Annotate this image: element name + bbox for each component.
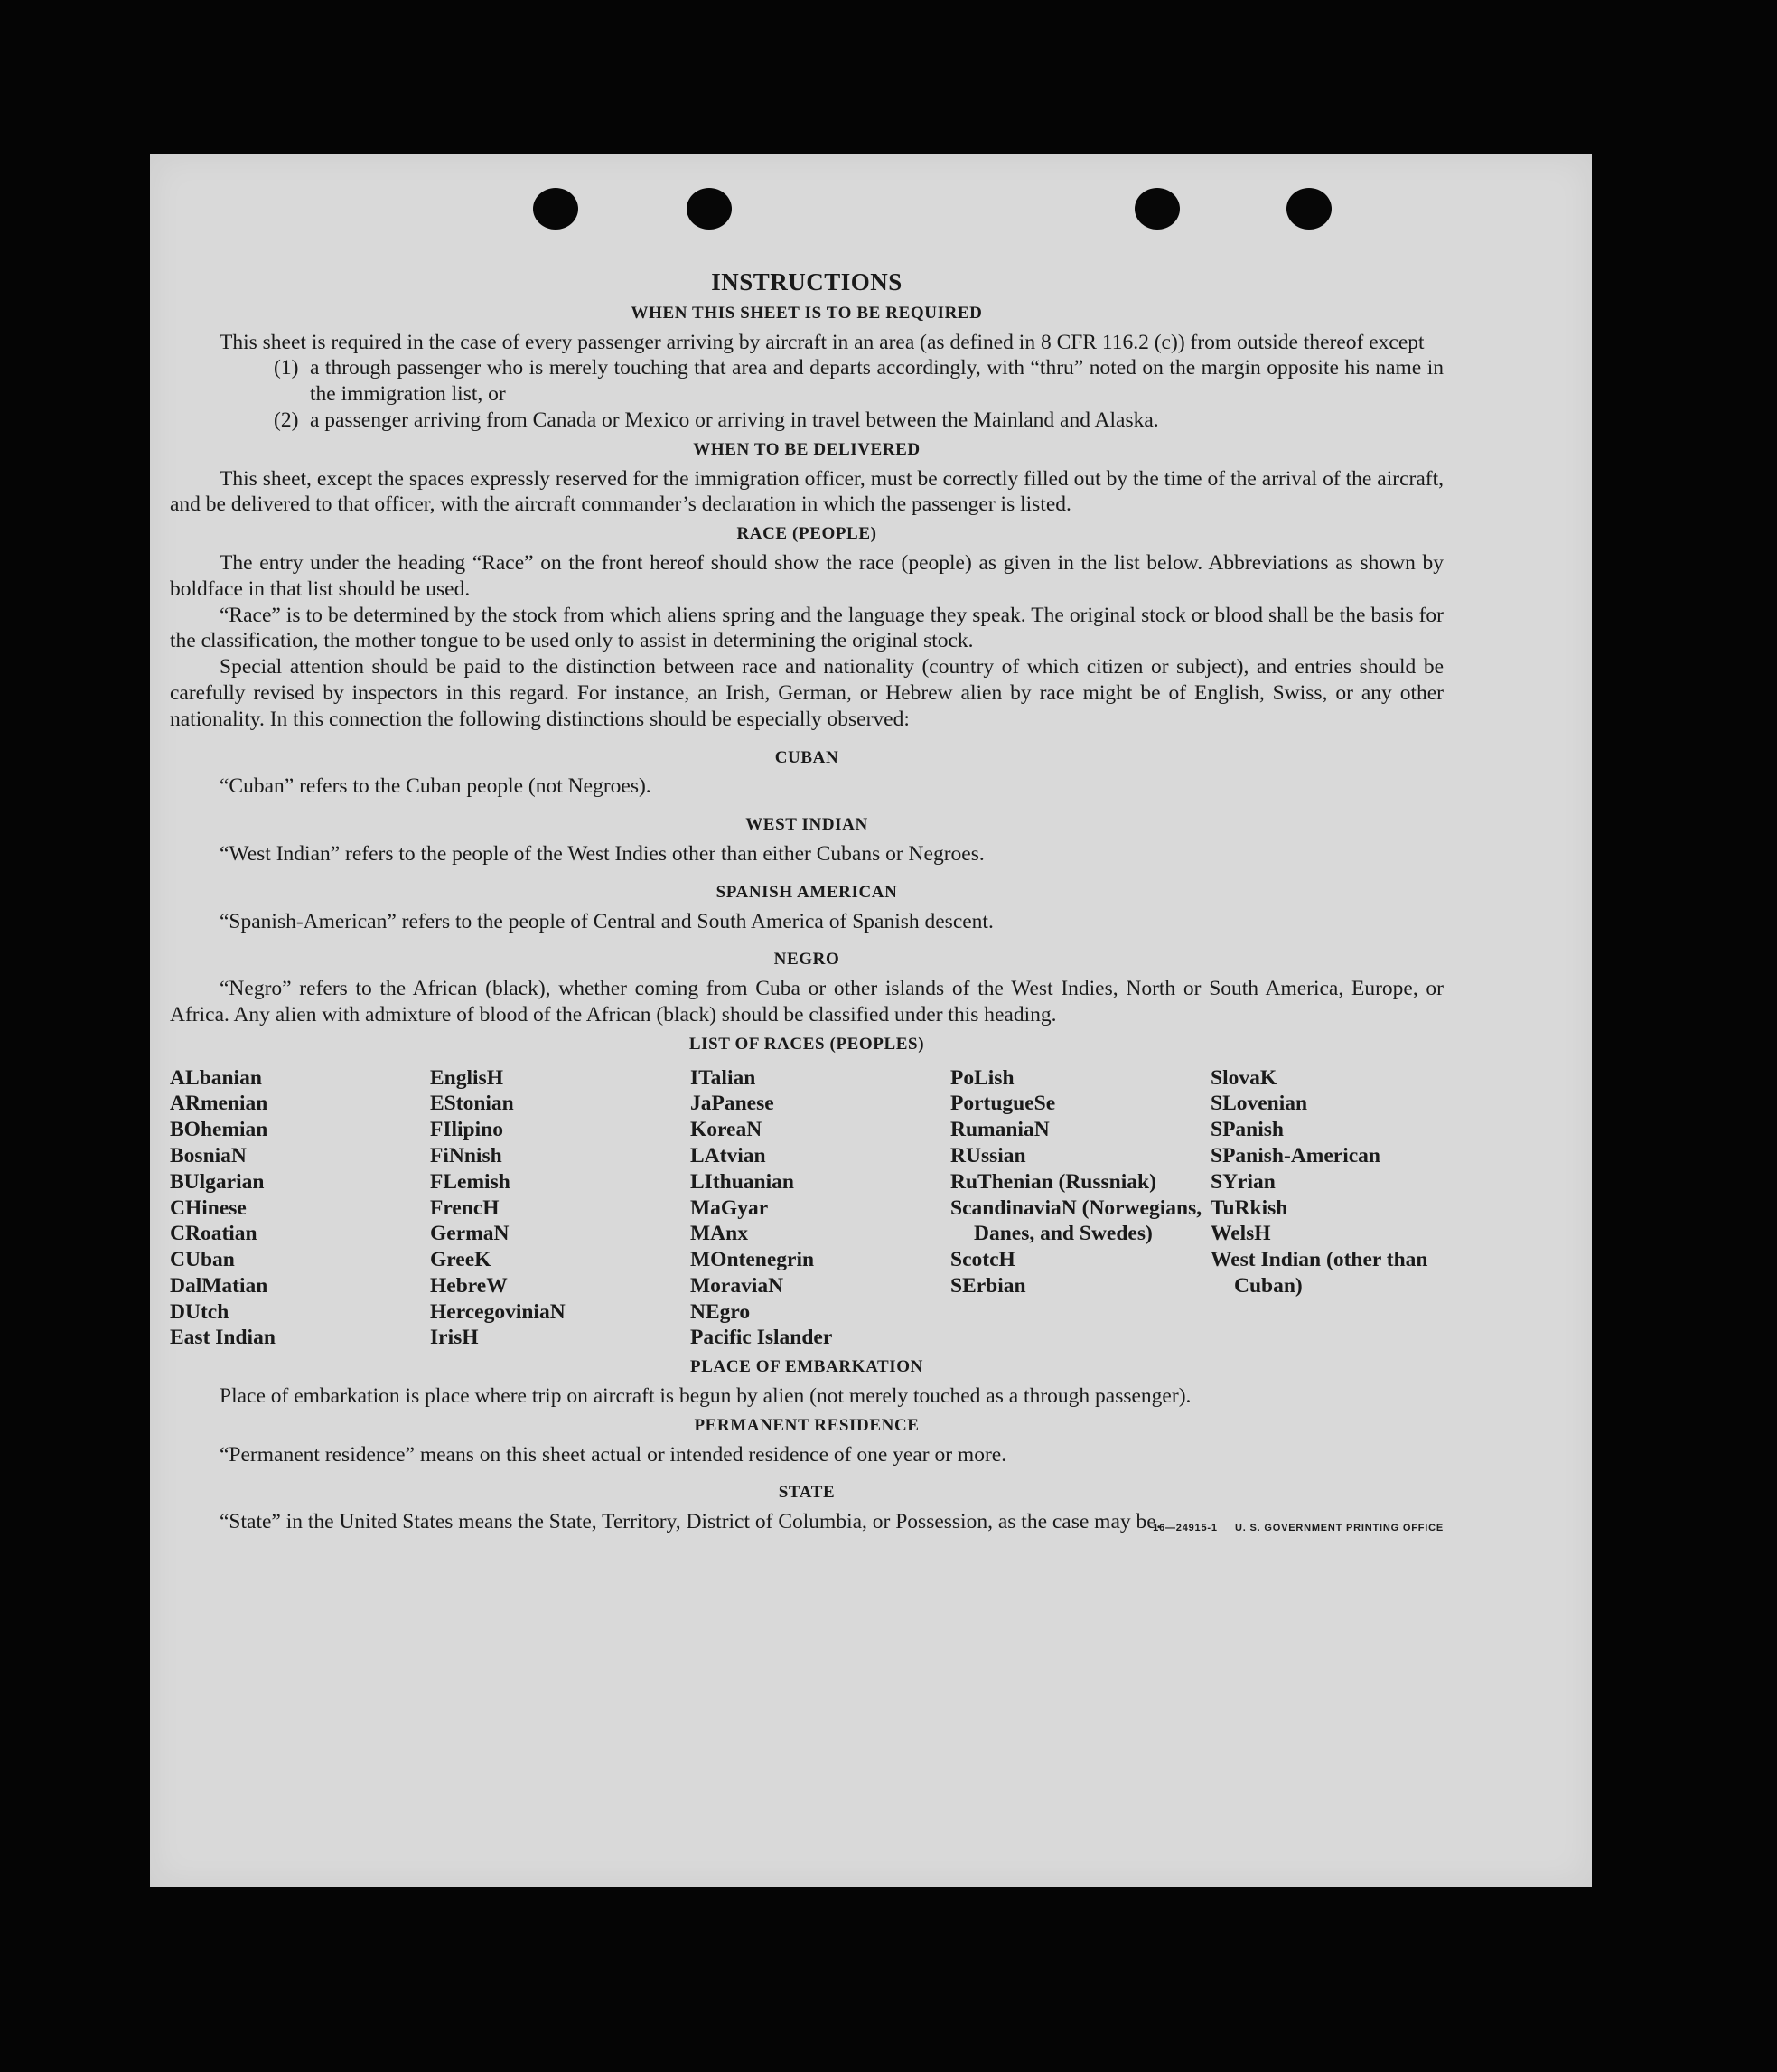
race-item: ARmenian [170,1092,268,1116]
race-item: GreeK [430,1248,491,1272]
west-indian-text: “West Indian” refers to the people of the West Indies other than either Cubans or Negroes. [220,841,985,866]
item-text: a through passenger who is merely touching that area and departs accordingly, with “thru” noted on the margin opposite his name in the immigration list, or [310,356,1444,407]
printer-name: U. S. GOVERNMENT PRINTING OFFICE [1235,1523,1444,1534]
race-column [950,1065,1211,1352]
heading-state: STATE [778,1483,836,1503]
race-item: ITalian [690,1065,756,1090]
race-item: RuThenian (Russniak) [950,1169,1156,1194]
delivered-text: This sheet, except the spaces expressly reserved for the immigration officer, must be correctly filled out by the time of the arrival of the aircraft, and be delivered to that officer, with the aircraft commander’s declaration in which the passenger is listed. [170,466,1444,517]
form-footer [170,1523,1444,1562]
heading-residence: PERMANENT RESIDENCE [694,1415,920,1435]
race-paragraph: “Race” is to be determined by the stock from which aliens spring and the language they speak. The original stock or blood shall be the basis for the classification, the mother tongue to be used only to assist in determining the original stock. [170,603,1444,653]
race-item: NEgro [690,1299,751,1324]
race-item: FrencH [430,1195,500,1220]
race-item: BUlgarian [170,1169,265,1194]
race-item: DUtch [170,1299,229,1324]
race-item: ALbanian [170,1065,262,1090]
race-item: BOhemian [170,1118,268,1142]
race-item: MAnx [690,1222,748,1246]
page-title: INSTRUCTIONS [711,268,903,295]
document-sheet [150,154,1592,1887]
heading-embarkation: PLACE OF EMBARKATION [690,1357,923,1377]
heading-negro: NEGRO [773,950,840,970]
item-number: (1) [274,356,299,380]
race-item: DalMatian [170,1273,268,1298]
race-item: IrisH [430,1326,479,1350]
race-item: PortugueSe [950,1092,1056,1116]
race-item: KoreaN [690,1118,762,1142]
item-number: (2) [274,408,299,432]
required-intro: This sheet is required in the case of every passenger arriving by aircraft in an area (as defined in 8 CFR 116.2 (c)) from outside thereof except [220,330,1425,354]
race-item: Pacific Islander [690,1326,833,1350]
race-item: HercegoviniaN [430,1299,566,1324]
race-item: CHinese [170,1195,247,1220]
race-item: SPanish [1211,1118,1284,1142]
punch-hole [687,188,732,230]
punch-hole [533,188,578,230]
race-item: FLemish [430,1169,510,1194]
race-item: FIlipino [430,1118,503,1142]
punch-hole [1135,188,1180,230]
heading-required: WHEN THIS SHEET IS TO BE REQUIRED [631,303,983,323]
required-item [274,408,1444,434]
race-column [430,1065,690,1352]
item-text: a passenger arriving from Canada or Mexico or arriving in travel between the Mainland and Alaska. [310,408,1159,432]
race-paragraph: Special attention should be paid to the distinction between race and nationality (country of which citizen or subject), and entries should be carefully revised by inspectors in this regard. For instance, an Irish, German, or Hebrew alien by race might be of English, Swiss, or any other nationality. In this connection the following distinctions should be especially observed: [170,655,1444,731]
race-item: JaPanese [690,1092,774,1116]
race-item: SLovenian [1211,1092,1308,1116]
heading-spanish-american: SPANISH AMERICAN [715,882,898,902]
race-item: SYrian [1211,1169,1276,1194]
race-item: BosniaN [170,1143,247,1167]
heading-list-of-races: LIST OF RACES (PEOPLES) [688,1034,925,1054]
heading-west-indian: WEST INDIAN [745,815,868,835]
race-item: West Indian (other than Cuban) [1211,1248,1428,1298]
race-item: MoraviaN [690,1273,784,1298]
race-column [1211,1065,1471,1352]
race-item: LAtvian [690,1143,766,1167]
form-imprint [1153,1515,1444,1542]
cuban-text: “Cuban” refers to the Cuban people (not Negroes). [220,774,651,799]
negro-text: “Negro” refers to the African (black), whether coming from Cuba or other islands of the West Indies, North or South America, Europe, or Africa. Any alien with admixture of blood of the African (black) should be classified under this heading. [170,977,1444,1027]
race-item: ScotcH [950,1248,1015,1272]
heading-delivered: WHEN TO BE DELIVERED [693,439,921,459]
residence-text: “Permanent residence” means on this sheet actual or intended residence of one year or more. [220,1442,1007,1467]
embarkation-text: Place of embarkation is place where trip on aircraft is begun by alien (not merely touched as a through passenger). [220,1384,1192,1409]
punch-hole [1286,188,1332,230]
race-item: TuRkish [1211,1195,1288,1220]
race-item: RumaniaN [950,1118,1050,1142]
race-item: FiNnish [430,1143,502,1167]
race-item: MaGyar [690,1195,769,1220]
race-item: EStonian [430,1092,514,1116]
race-item: WelsH [1211,1222,1271,1246]
race-item: SlovaK [1211,1065,1277,1090]
race-item: CRoatian [170,1222,257,1246]
race-item: EnglisH [430,1065,503,1090]
race-item: PoLish [950,1065,1015,1090]
race-item: HebreW [430,1273,508,1298]
race-paragraph: The entry under the heading “Race” on the front hereof should show the race (people) as given in the list below. Abbreviations as shown by boldface in that list should be used. [170,550,1444,601]
race-column [170,1065,430,1352]
race-item: RUssian [950,1143,1026,1167]
race-item: LIthuanian [690,1169,794,1194]
state-text: “State” in the United States means the State, Territory, District of Columbia, or Possession, as the case may be. [220,1510,1162,1534]
race-list [170,1065,1444,1352]
instructions-content [170,269,1444,1562]
heading-cuban: CUBAN [774,747,839,767]
race-item: East Indian [170,1326,276,1350]
race-item: SErbian [950,1273,1026,1298]
required-item [274,355,1444,408]
race-item: ScandinaviaN (Norwegians, Danes, and Swedes) [950,1195,1202,1246]
race-item: MOntenegrin [690,1248,815,1272]
spanish-american-text: “Spanish-American” refers to the people of Central and South America of Spanish descent. [220,909,994,933]
race-item: CUban [170,1248,235,1272]
race-item: SPanish-American [1211,1143,1380,1167]
form-number: 16—24915-1 [1153,1523,1218,1534]
heading-race: RACE (PEOPLE) [736,524,877,544]
race-item: GermaN [430,1222,510,1246]
race-column [690,1065,950,1352]
